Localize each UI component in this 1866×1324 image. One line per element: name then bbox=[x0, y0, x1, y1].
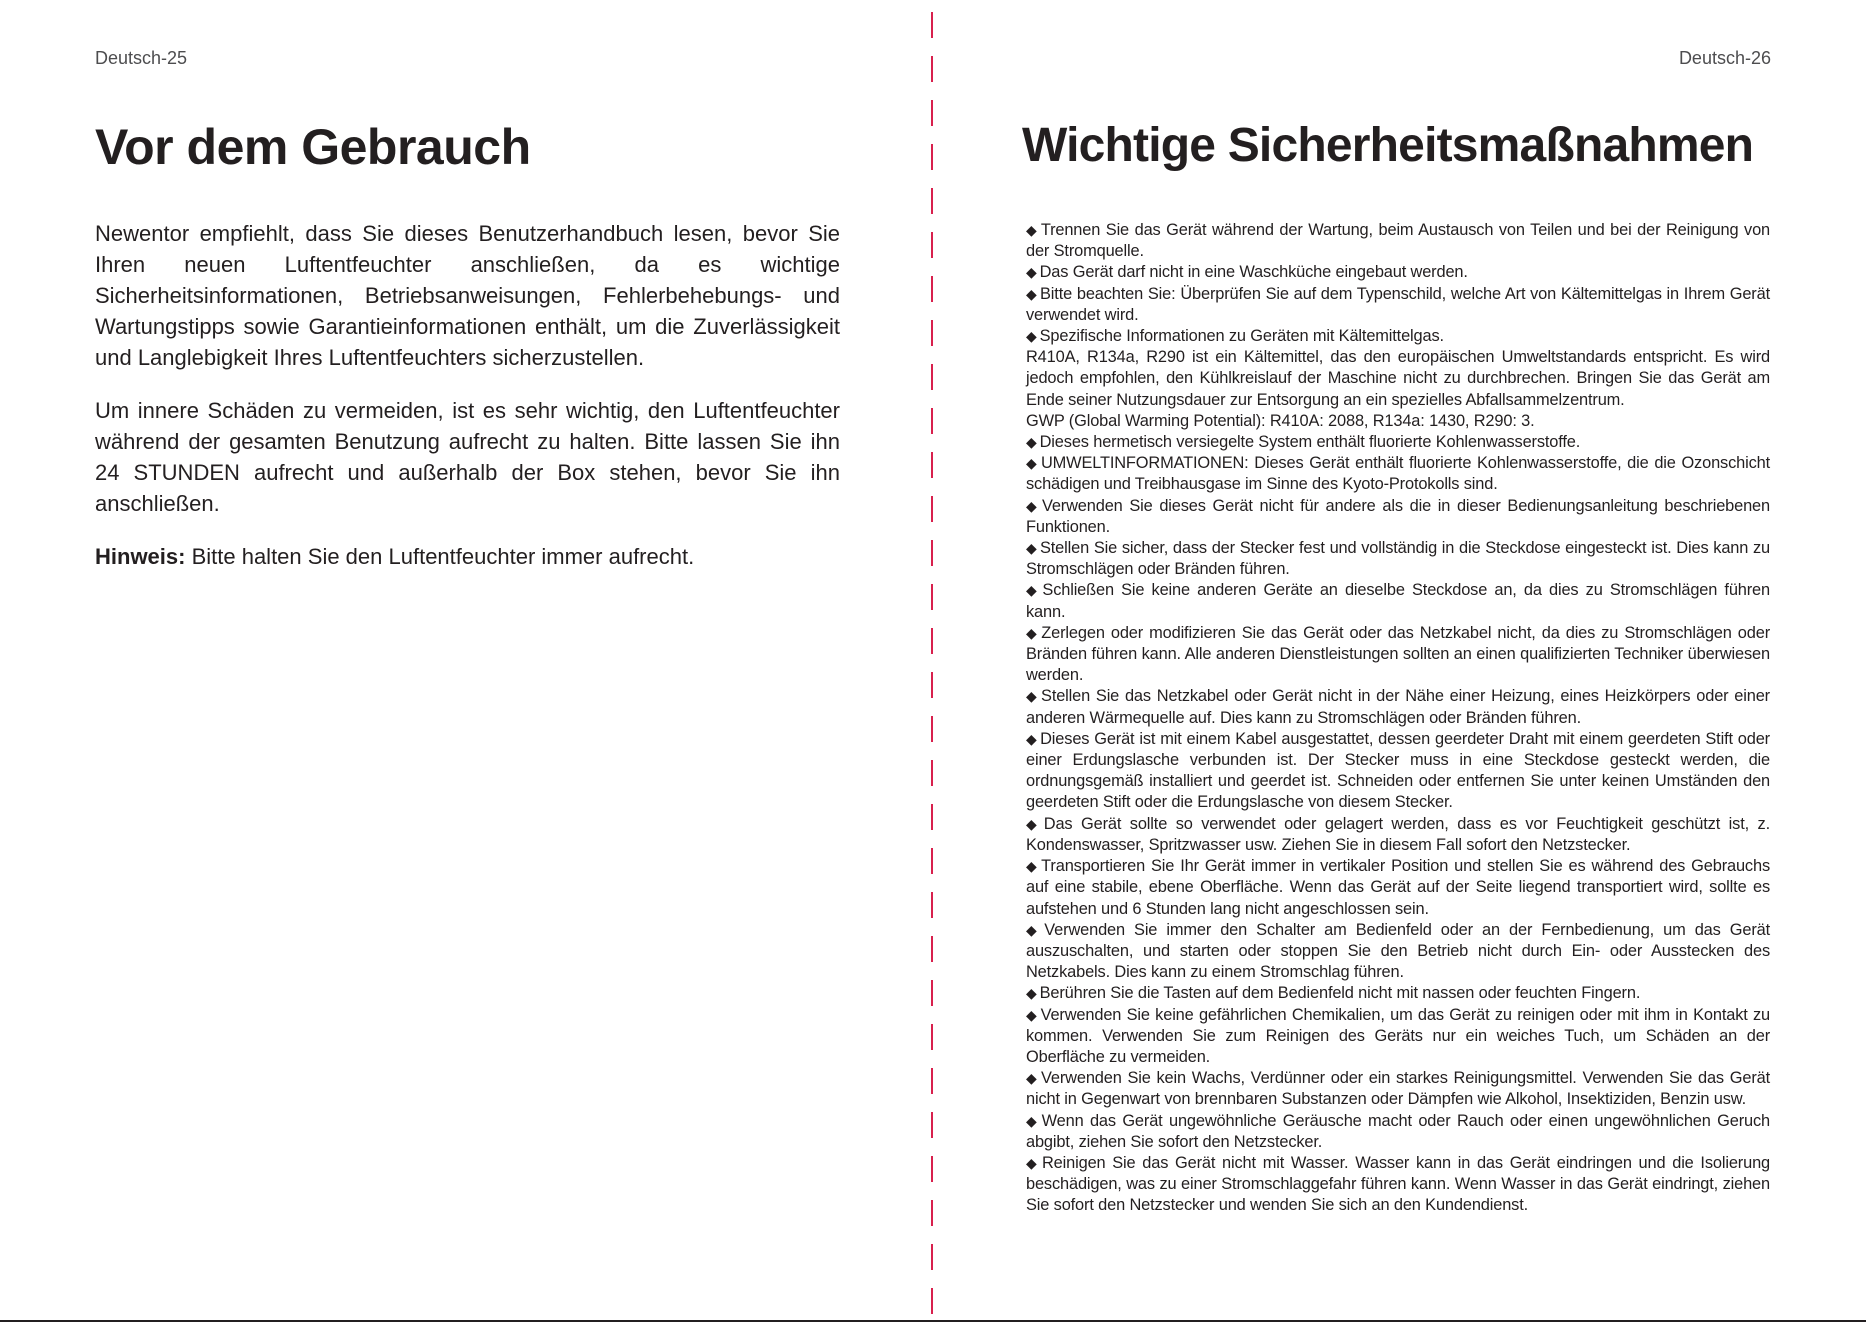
safety-item bbox=[1026, 432, 1770, 453]
safety-item-text: Verwenden Sie kein Wachs, Verdünner oder ein starkes Reinigungsmittel. Verwenden Sie das Gerät nicht in Gegenwart von brennbaren Substanzen oder Dämpfen wie Alkohol, Insektiziden, Benzin usw. bbox=[1026, 1069, 1770, 1109]
paragraph-upright: Um innere Schäden zu vermeiden, ist es sehr wichtig, den Luftentfeuchter während der gesamten Benutzung aufrecht zu halten. Bitte lassen Sie ihn 24 STUNDEN aufrecht und außerhalb der Box stehen, bevor Sie ihn anschließen. bbox=[95, 398, 840, 516]
safety-item-text: Wenn das Gerät ungewöhnliche Geräusche macht oder Rauch oder einen ungewöhnlichen Geruch abgibt, ziehen Sie sofort den Netzstecker. bbox=[1026, 1111, 1770, 1151]
safety-instructions-list bbox=[1026, 220, 1770, 1217]
safety-item bbox=[1026, 856, 1770, 920]
safety-item bbox=[1026, 623, 1770, 687]
safety-item bbox=[1026, 326, 1770, 347]
diamond-bullet-icon: ◆ bbox=[1026, 815, 1041, 832]
safety-item bbox=[1026, 1005, 1770, 1069]
safety-item bbox=[1026, 920, 1770, 984]
safety-item-text: R410A, R134a, R290 ist ein Kältemittel, das den europäischen Umweltstandards entspricht. Es wird jedoch empfohlen, den Kühlkreislauf der Maschine nicht zu durchbrechen. Bringen Sie das Gerät am Ende seiner Nutzungsdauer zur Entsorgung an ein spezielles Abfallsammelzentrum. bbox=[1026, 348, 1770, 409]
safety-item bbox=[1026, 453, 1770, 495]
safety-item-text: Das Gerät darf nicht in eine Waschküche eingebaut werden. bbox=[1039, 263, 1468, 282]
bottom-rule bbox=[0, 1320, 1866, 1322]
diamond-bullet-icon: ◆ bbox=[1026, 624, 1039, 641]
safety-item bbox=[1026, 1153, 1770, 1217]
diamond-bullet-icon: ◆ bbox=[1026, 1006, 1038, 1023]
safety-item-text: Verwenden Sie keine gefährlichen Chemikalien, um das Gerät zu reinigen oder mit ihm in Kontakt zu kommen. Verwenden Sie zum Reinigen des Geräts nur ein weiches Tuch, um Schäden an der Oberfläche zu vermeiden. bbox=[1026, 1005, 1770, 1066]
left-body-text bbox=[95, 218, 840, 594]
page-number-left: Deutsch-25 bbox=[95, 48, 188, 68]
diamond-bullet-icon: ◆ bbox=[1026, 434, 1037, 451]
safety-item bbox=[1026, 347, 1770, 411]
safety-item-text: Das Gerät sollte so verwendet oder gelagert werden, dass es vor Feuchtigkeit geschützt ist, z. Kondenswasser, Spritzwasser usw. Ziehen Sie in diesem Fall sofort den Netzstecker. bbox=[1026, 814, 1770, 854]
diamond-bullet-icon: ◆ bbox=[1026, 985, 1037, 1002]
note-label: Hinweis: bbox=[95, 544, 186, 569]
diamond-bullet-icon: ◆ bbox=[1026, 455, 1038, 472]
diamond-bullet-icon: ◆ bbox=[1026, 1112, 1039, 1129]
diamond-bullet-icon: ◆ bbox=[1026, 1070, 1039, 1087]
safety-item-text: UMWELTINFORMATIONEN: Dieses Gerät enthält fluorierte Kohlenwasserstoffe, die die Ozonschicht schädigen und Treibhausgase im Sinne des Kyoto-Protokolls sind. bbox=[1026, 454, 1770, 494]
safety-item-text: Dieses Gerät ist mit einem Kabel ausgestattet, dessen geerdeter Draht mit einem geerdeten Stift oder einer Erdungslasche verbunden ist. Der Stecker muss in eine Steckdose gesteckt werden, die ordnungsgemäß installiert und geerdet ist. Schneiden oder entfernen Sie unter keinen Umständen den geerdeten Stift oder die Erdungslasche von diesem Stecker. bbox=[1026, 729, 1770, 812]
safety-item bbox=[1026, 1068, 1770, 1110]
note-paragraph bbox=[95, 541, 840, 572]
safety-item bbox=[1026, 729, 1770, 814]
diamond-bullet-icon: ◆ bbox=[1026, 730, 1038, 747]
safety-item bbox=[1026, 1111, 1770, 1153]
safety-item-text: Dieses hermetisch versiegelte System enthält fluorierte Kohlenwasserstoffe. bbox=[1039, 433, 1581, 452]
safety-item-text: Bitte beachten Sie: Überprüfen Sie auf dem Typenschild, welche Art von Kältemittelgas in Ihrem Gerät verwendet wird. bbox=[1026, 284, 1770, 324]
safety-item-text: Transportieren Sie Ihr Gerät immer in vertikaler Position und stellen Sie es während des Gebrauchs auf eine stabile, ebene Oberfläche. Wenn das Gerät auf der Seite liegend transportiert wird, sollte es aufstehen und 6 Stunden lang nicht angeschlossen sein. bbox=[1026, 857, 1770, 918]
safety-item-text: Trennen Sie das Gerät während der Wartung, beim Austausch von Teilen und bei der Reinigung von der Stromquelle. bbox=[1026, 221, 1770, 261]
safety-item bbox=[1026, 983, 1770, 1004]
safety-item bbox=[1026, 580, 1770, 622]
diamond-bullet-icon: ◆ bbox=[1026, 582, 1040, 599]
safety-item-text: Verwenden Sie dieses Gerät nicht für andere als die in dieser Bedienungsanleitung beschriebenen Funktionen. bbox=[1026, 496, 1770, 536]
safety-item bbox=[1026, 496, 1770, 538]
safety-item bbox=[1026, 262, 1770, 283]
safety-item-text: Schließen Sie keine anderen Geräte an dieselbe Steckdose an, da dies zu Stromschlägen führen kann. bbox=[1026, 581, 1770, 621]
diamond-bullet-icon: ◆ bbox=[1026, 540, 1037, 557]
left-page bbox=[0, 0, 932, 1324]
note-text: Bitte halten Sie den Luftentfeuchter immer aufrecht. bbox=[185, 544, 695, 569]
paragraph-intro: Newentor empfiehlt, dass Sie dieses Benutzerhandbuch lesen, bevor Sie Ihren neuen Luftentfeuchter anschließen, da es wichtige Sicherheitsinformationen, Betriebsanweisungen, Fehlerbehebungs- und Wartungstipps sowie Garantieinformationen enthält, um die Zuverlässigkeit und Langlebigkeit Ihres Luftentfeuchters sicherzustellen. bbox=[95, 221, 840, 370]
page-title-left: Vor dem Gebrauch bbox=[95, 119, 531, 175]
safety-item bbox=[1026, 220, 1770, 262]
safety-item bbox=[1026, 686, 1770, 728]
diamond-bullet-icon: ◆ bbox=[1026, 285, 1038, 302]
diamond-bullet-icon: ◆ bbox=[1026, 858, 1039, 875]
page-title-right: Wichtige Sicherheitsmaßnahmen bbox=[1022, 119, 1754, 172]
safety-item-text: Verwenden Sie immer den Schalter am Bedienfeld oder an der Fernbedienung, um das Gerät auszuschalten, und starten oder stoppen Sie den Betrieb nicht durch Ein- oder Ausstecken des Netzkabels. Dies kann zu einem Stromschlag führen. bbox=[1026, 920, 1770, 982]
safety-item bbox=[1026, 411, 1770, 432]
safety-item-text: Stellen Sie das Netzkabel oder Gerät nicht in der Nähe einer Heizung, eines Heizkörpers oder einer anderen Wärmequelle auf. Dies kann zu Stromschlägen oder Bränden führen. bbox=[1026, 687, 1770, 727]
diamond-bullet-icon: ◆ bbox=[1026, 921, 1042, 938]
safety-item-text: Spezifische Informationen zu Geräten mit Kältemittelgas. bbox=[1039, 327, 1444, 346]
safety-item-text: Zerlegen oder modifizieren Sie das Gerät oder das Netzkabel nicht, da dies zu Stromschlägen oder Bränden führen kann. Alle anderen Dienstleistungen sollten an einen qualifizierten Techniker überwiesen werden. bbox=[1026, 623, 1771, 685]
right-page bbox=[932, 0, 1866, 1324]
diamond-bullet-icon: ◆ bbox=[1026, 1154, 1039, 1171]
safety-item-text: GWP (Global Warming Potential): R410A: 2088, R134a: 1430, R290: 3. bbox=[1026, 411, 1535, 430]
safety-item bbox=[1026, 538, 1770, 580]
diamond-bullet-icon: ◆ bbox=[1026, 688, 1039, 705]
diamond-bullet-icon: ◆ bbox=[1026, 222, 1038, 238]
safety-item-text: Berühren Sie die Tasten auf dem Bedienfeld nicht mit nassen oder feuchten Fingern. bbox=[1039, 984, 1641, 1003]
diamond-bullet-icon: ◆ bbox=[1026, 328, 1037, 345]
safety-item bbox=[1026, 814, 1770, 856]
diamond-bullet-icon: ◆ bbox=[1026, 497, 1039, 514]
safety-item-text: Stellen Sie sicher, dass der Stecker fest und vollständig in die Steckdose eingesteckt ist. Dies kann zu Stromschlägen oder Bränden führen. bbox=[1026, 539, 1770, 579]
diamond-bullet-icon: ◆ bbox=[1026, 264, 1037, 281]
safety-item bbox=[1026, 284, 1770, 326]
page-number-right: Deutsch-26 bbox=[1678, 48, 1771, 68]
safety-item-text: Reinigen Sie das Gerät nicht mit Wasser. Wasser kann in das Gerät eindringen und die Isolierung beschädigen, was zu einer Stromschlaggefahr führen kann. Wenn Wasser in das Gerät eindringt, ziehen Sie sofort den Netzstecker und wenden Sie sich an den Kundendienst. bbox=[1026, 1153, 1770, 1215]
